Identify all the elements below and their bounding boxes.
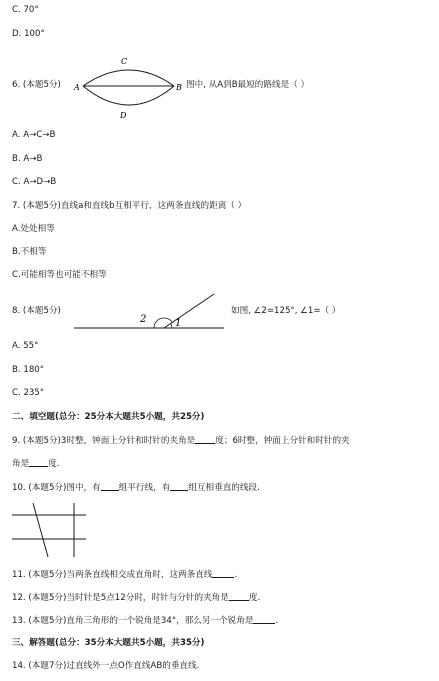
question-10-text-part: 10. (本题5分)图中，有 [12,483,101,493]
question-11-text-part: . [234,570,238,580]
point-c-label: C [121,57,128,66]
question-6-text: 图中, 从A到B最短的路线是（ ） [186,80,310,90]
option-a: A.处处相等 [12,224,55,234]
point-d-label: D [120,111,127,120]
question-9-line-2 [12,457,60,470]
question-9-text: 度. [48,459,60,469]
option-c: C. 70° [12,5,39,15]
slanted-line [33,503,48,557]
angle-1-arc [171,324,172,329]
question-13-text-part: . [275,616,279,626]
section-heading: 三、解答题(总分：35分本大题共5小题，共35分) [12,638,205,648]
answer-blank [29,457,48,467]
question-6-prefix: 6. (本题5分) [12,80,61,90]
question-12-text-part: 12. (本题5分)当时针是5点12分时，时针与分针的夹角是 [12,593,229,603]
question-8-figure [74,292,224,332]
question-13-text-part: 13. (本题5分)直角三角形的一个锐角是34°，那么另一个锐角是 [12,616,254,626]
point-b-label: B [176,83,182,92]
question-10-text-part: 组平行线，有 [118,483,171,493]
answer-blank [101,481,119,491]
question-10-text [12,481,260,494]
slanted-ray [164,294,214,328]
question-6-figure [74,56,186,120]
section-heading: 二、填空题(总分：25分本大题共5小题，共25分) [12,412,205,422]
upper-arc-path [83,70,174,86]
option-c: C.可能相等也可能不相等 [12,270,107,280]
option-d: D. 100° [12,29,45,39]
question-10-figure [12,503,86,557]
point-a-label: A [74,83,80,92]
question-10-text-part: 组互相垂直的线段. [188,483,260,493]
question-7-text: 7. (本题5分)直线a和直线b互相平行，这两条直线的距离（ ） [12,201,247,211]
angle-2-arc [154,318,172,328]
answer-blank [170,481,188,491]
answer-blank [212,568,234,578]
option-c: C. 235° [12,388,45,398]
question-11-text [12,568,237,581]
lower-arc-path [83,86,174,105]
question-9-text: 角是 [12,459,30,469]
option-b: B. A→B [12,154,43,164]
option-c: C. A→D→B [12,177,57,187]
answer-blank [229,591,249,601]
option-a: A. A→C→B [12,130,56,140]
angle-2-label: 2 [140,314,147,325]
question-12-text-part: 度. [248,593,261,603]
question-9-text: 9. (本题5分)3时整，钟面上分针和时针的夹角是 [12,436,196,446]
question-9-line-1 [12,434,350,447]
answer-blank [253,614,275,624]
answer-blank [195,434,215,444]
question-14-text: 14. (本题7分)过直线外一点O作直线AB的垂直线. [12,661,200,671]
angle-1-label: 1 [175,318,182,329]
option-b: B.不相等 [12,247,47,257]
question-11-text-part: 11. (本题5分)当两条直线相交成直角时，这两条直线 [12,570,213,580]
question-13-text [12,614,278,627]
question-12-text [12,591,260,604]
question-8-text: 如图, ∠2=125°, ∠1=（ ） [231,306,341,316]
option-a: A. 55° [12,341,39,351]
question-8-prefix: 8. (本题5分) [12,306,61,316]
option-b: B. 180° [12,365,45,375]
question-9-text: 度；6时整，钟面上分针和时针的夹 [215,436,350,446]
